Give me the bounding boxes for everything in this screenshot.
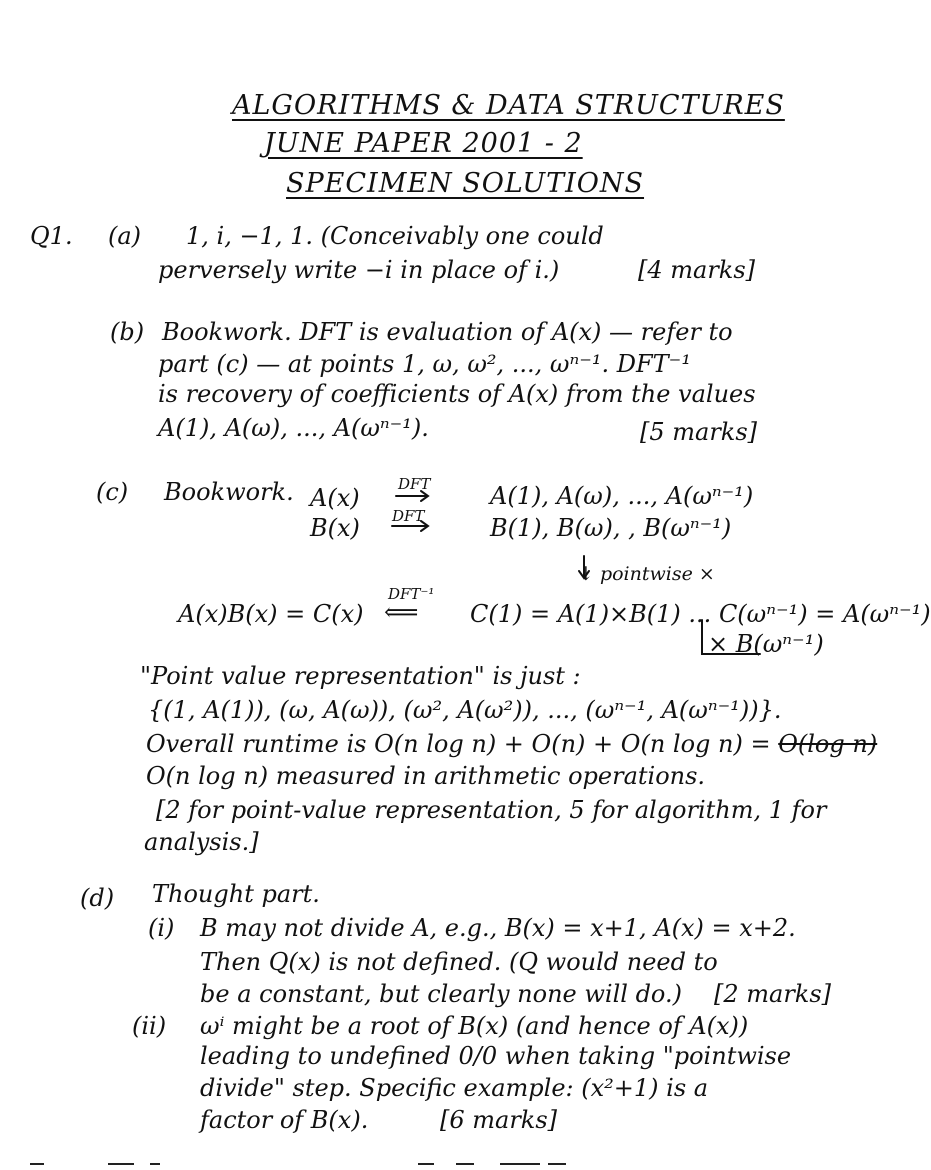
part-c-label: (c) <box>96 478 129 506</box>
part-d-i-line1: B may not divide A, e.g., B(x) = x+1, A(x) = x+2. <box>200 914 796 942</box>
dft-inverse-label: DFT⁻¹ <box>388 585 435 603</box>
part-b-marks: [5 marks] <box>640 418 758 446</box>
question-label: Q1. <box>30 222 73 250</box>
polynomial-b: B(x) <box>310 514 360 542</box>
b-values: B(1), B(ω), , B(ωⁿ⁻¹) <box>490 514 732 542</box>
dft-label-2: DFT <box>392 507 425 525</box>
part-c-marks-line2: analysis.] <box>144 828 259 856</box>
product-bracket <box>702 620 760 654</box>
pointwise-label: ↓ pointwise × <box>578 563 715 585</box>
part-a-line2: perversely write −i in place of i.) <box>158 256 560 284</box>
part-d-ii-line4: factor of B(x). <box>200 1106 369 1134</box>
part-b-line3: is recovery of coefficients of A(x) from the values <box>158 380 756 408</box>
part-a-label: (a) <box>108 222 142 250</box>
part-a-marks: [4 marks] <box>638 256 756 284</box>
part-d-ii-line3: divide" step. Specific example: (x²+1) is a <box>200 1074 709 1102</box>
part-d-i-label: (i) <box>148 914 175 942</box>
part-c-marks-line1: [2 for point-value representation, 5 for algorithm, 1 for <box>156 796 827 824</box>
part-b-line4: A(1), A(ω), ..., A(ωⁿ⁻¹). <box>158 414 429 442</box>
part-d-i-line3: be a constant, but clearly none will do.) <box>200 980 682 1008</box>
page-subtitle: SPECIMEN SOLUTIONS <box>286 168 645 199</box>
part-d-i-line2: Then Q(x) is not defined. (Q would need to <box>200 948 718 976</box>
left-arrow: ⟸ <box>384 598 419 626</box>
page-title: ALGORITHMS & DATA STRUCTURES <box>232 90 785 121</box>
part-c-bookwork: Bookwork. <box>164 478 294 506</box>
c-values: C(1) = A(1)×B(1) ... C(ωⁿ⁻¹) = A(ωⁿ⁻¹) <box>470 600 931 628</box>
part-d-ii-marks: [6 marks] <box>440 1106 558 1134</box>
part-d-i-marks: [2 marks] <box>714 980 832 1008</box>
polynomial-a: A(x) <box>310 484 360 512</box>
part-d-ii-label: (ii) <box>132 1012 167 1040</box>
a-values: A(1), A(ω), ..., A(ωⁿ⁻¹) <box>490 482 754 510</box>
part-a-line1: 1, i, −1, 1. (Conceivably one could <box>186 222 604 250</box>
runtime-text: Overall runtime is O(n log n) + O(n) + O(n log n) = <box>146 730 771 758</box>
part-d-heading: Thought part. <box>152 880 320 908</box>
part-d-label: (d) <box>80 884 115 912</box>
dft-label-1: DFT <box>398 475 431 493</box>
dft-arrow-a <box>396 491 428 501</box>
runtime-struck: O(log n) <box>778 730 878 758</box>
part-b-label: (b) <box>110 318 145 346</box>
runtime-line2: O(n log n) measured in arithmetic operations. <box>146 762 706 790</box>
times-b-value: × B(ωⁿ⁻¹) <box>708 630 824 658</box>
part-b-line1: Bookwork. DFT is evaluation of A(x) — refer to <box>162 318 733 346</box>
scan-artifacts <box>0 1160 840 1170</box>
product-equation: A(x)B(x) = C(x) <box>178 600 364 628</box>
point-value-heading: "Point value representation" is just : <box>140 662 581 690</box>
part-d-ii-line1: ωⁱ might be a root of B(x) (and hence of A(x)) <box>200 1012 749 1040</box>
pointwise-arrow <box>579 556 589 578</box>
paper-label: JUNE PAPER 2001 - 2 <box>264 128 583 159</box>
dft-arrow-b <box>392 521 428 531</box>
point-value-set: {(1, A(1)), (ω, A(ω)), (ω², A(ω²)), ..., (ωⁿ⁻¹, A(ωⁿ⁻¹))}. <box>148 696 782 724</box>
part-d-ii-line2: leading to undefined 0/0 when taking "pointwise <box>200 1042 792 1070</box>
part-b-line2: part (c) — at points 1, ω, ω², ..., ωⁿ⁻¹. DFT⁻¹ <box>158 350 691 378</box>
